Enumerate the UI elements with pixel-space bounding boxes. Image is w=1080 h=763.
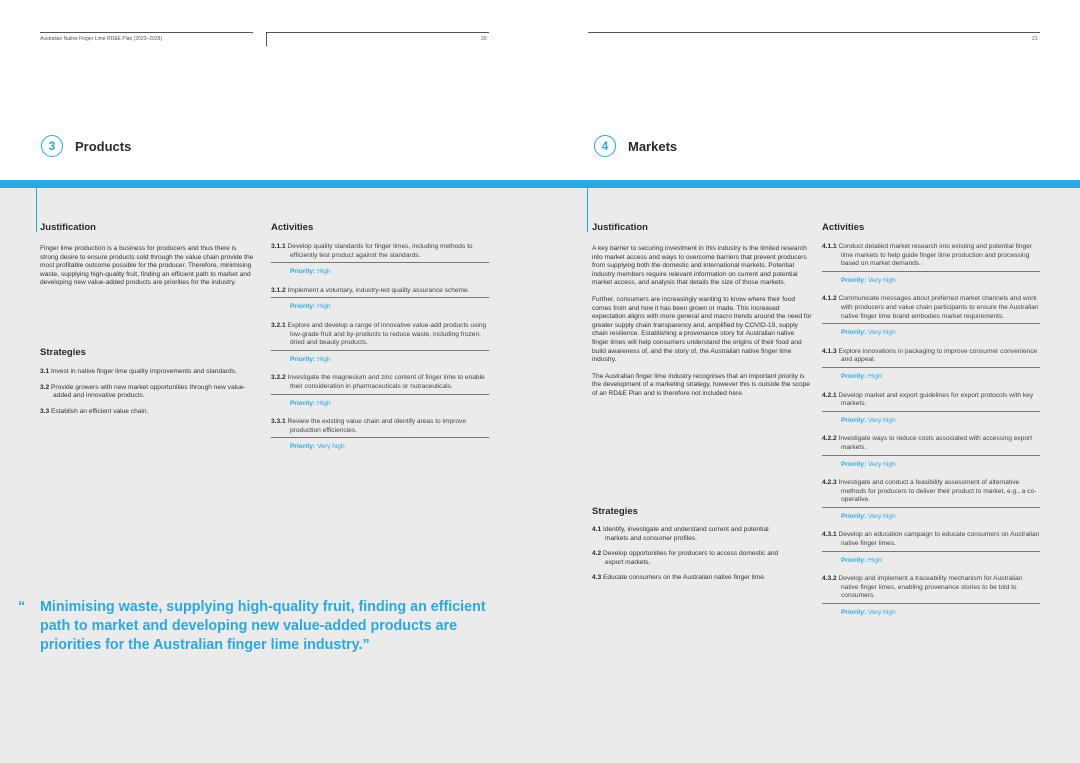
strategy-item: [40, 368, 262, 377]
activity-number: 3.2.2: [271, 374, 286, 382]
markets-activities-heading: Activities: [822, 222, 865, 233]
activity-number: 4.2.1: [822, 391, 837, 399]
activity-item: [822, 575, 1040, 604]
justification-paragraph: The Australian finger lime industry recognises that an important priority is the development of a marketing strategy, however this is outside the scope of an RD&E Plan and is therefore not included here.: [592, 372, 810, 397]
activity-item: [271, 374, 489, 394]
priority-label: Priority:: [841, 276, 867, 284]
strategy-item: [592, 574, 792, 583]
products-justification-text: Finger lime production is a business for producers and thus there is strong desire to ensure products sold through the value chain provide the most profitable outcome possible for the producer. Therefore, minimising waste, supplying high-quality fruit, finding an efficient path to market and developing new value-added products are priorities for the industry.: [40, 245, 254, 287]
header-tick: [266, 32, 267, 46]
priority-label: Priority:: [841, 609, 867, 617]
activity-number: 4.3.2: [822, 575, 837, 583]
activity-text: Conduct detailed market research into existing and potential finger lime markets to help guide finger lime production and processing based on market demands.: [838, 243, 1033, 268]
products-strategies-list: [40, 368, 262, 423]
accent-band: [0, 180, 1080, 188]
priority-tag: [822, 329, 1040, 338]
markets-number-badge: 4: [594, 135, 616, 157]
activity-text: Explore and develop a range of innovative value-add products using low-grade fruit and by-products to reduce waste, including frozen, dried and beauty products.: [287, 321, 487, 347]
markets-section-heading: [594, 135, 677, 157]
priority-tag: [822, 417, 1040, 426]
priority-tag: [822, 609, 1040, 618]
priority-value: High: [317, 355, 331, 363]
activity-item: [822, 479, 1040, 508]
activity-text: Investigate the magnesium and zinc content of finger lime to enable their consideration in pharmaceuticals or nutraceuticals.: [287, 374, 485, 390]
activity-item: [822, 348, 1040, 368]
activity-item: [271, 418, 489, 438]
activity-number: 4.3.1: [822, 531, 837, 539]
strategy-number: 4.3: [592, 574, 602, 582]
activity-text: Develop market and export guidelines for export protocols with key markets.: [838, 391, 1034, 408]
justification-paragraph: A key barrier to securing investment in this industry is the limited research into market access and ways to overcome barriers that prevent producers from supplying both the domestic and international markets. Potential industry members require relevant information on current and potential market access, and analysis that details the size of those markets.: [592, 245, 807, 287]
markets-justification-heading: Justification: [592, 222, 648, 233]
priority-tag: [822, 461, 1040, 470]
priority-label: Priority:: [841, 512, 867, 520]
activity-item: [822, 531, 1040, 551]
activity-text: Develop and implement a traceability mechanism for Australian native finger limes, enabling provenance stories to be told to consumers.: [838, 575, 1023, 600]
priority-value: High: [317, 268, 331, 276]
activity-item: [271, 322, 489, 351]
priority-label: Priority:: [841, 416, 867, 424]
page-number-right: 21: [1032, 36, 1038, 42]
markets-justification-text: [592, 245, 812, 407]
right-accent-line: [587, 188, 588, 232]
activity-item: [822, 392, 1040, 412]
quote-mark: “: [18, 599, 26, 615]
strategy-text: Identify, investigate and understand current and potential markets and consumer profiles.: [603, 526, 769, 542]
activity-number: 4.1.1: [822, 243, 837, 250]
pull-quote: [18, 598, 500, 655]
pull-quote-text: Minimising waste, supplying high-quality fruit, finding an efficient path to market and developing new value-added products are priorities for the Australian finger lime industry.”: [40, 599, 486, 653]
strategy-number: 3.2: [40, 383, 50, 391]
activity-number: 4.1.2: [822, 295, 837, 303]
priority-value: High: [868, 372, 882, 380]
activity-text: Investigate and conduct a feasibility assessment of alternative methods for producers to deliver their product to market, e.g., a co-operative.: [838, 479, 1037, 504]
products-strategies-heading: Strategies: [40, 347, 86, 358]
priority-label: Priority:: [841, 556, 867, 564]
strategy-item: [592, 526, 792, 543]
activity-item: [271, 287, 489, 299]
priority-value: Very high: [868, 460, 896, 468]
activity-number: 3.3.1: [271, 418, 286, 426]
priority-label: Priority:: [841, 372, 867, 380]
markets-activities-list: [822, 243, 1040, 628]
products-justification-heading: Justification: [40, 222, 96, 233]
products-number-badge: 3: [41, 135, 63, 157]
strategy-item: [592, 550, 792, 567]
markets-title: Markets: [628, 138, 678, 154]
priority-tag: [822, 277, 1040, 286]
priority-value: High: [868, 556, 882, 564]
activity-number: 3.2.1: [271, 321, 286, 329]
strategy-text: Educate consumers on the Australian native finger lime.: [603, 574, 766, 582]
priority-tag: [822, 513, 1040, 522]
activity-text: Implement a voluntary, industry-led quality assurance scheme.: [287, 286, 470, 294]
priority-value: High: [317, 399, 331, 407]
strategy-number: 4.2: [592, 550, 602, 558]
strategy-item: [40, 408, 262, 417]
document-title: Australian Native Finger Lime RD&E Plan (2023–2028): [40, 36, 163, 42]
priority-value: Very high: [868, 512, 896, 520]
priority-label: Priority:: [290, 303, 316, 311]
priority-tag: [271, 356, 489, 365]
priority-value: Very high: [868, 329, 896, 337]
strategy-text: Invest in native finger lime quality improvements and standards.: [51, 368, 237, 375]
products-title: Products: [75, 138, 132, 154]
products-activities-heading: Activities: [271, 222, 314, 233]
priority-tag: [271, 400, 489, 409]
strategy-text: Provide growers with new market opportunities through new value-added and innovative products.: [51, 383, 246, 400]
activity-text: Investigate ways to reduce costs associated with accessing export markets.: [838, 435, 1033, 451]
strategy-text: Develop opportunities for producers to access domestic and export markets.: [603, 550, 779, 566]
priority-value: Very high: [868, 609, 896, 617]
page-number-left: 20: [481, 36, 487, 42]
priority-tag: [822, 557, 1040, 566]
products-activities-list: [271, 243, 489, 462]
strategy-number: 3.1: [40, 368, 50, 375]
priority-label: Priority:: [841, 329, 867, 337]
header-rule-center: [266, 32, 489, 33]
activity-item: [822, 295, 1040, 324]
priority-label: Priority:: [841, 460, 867, 468]
priority-label: Priority:: [290, 399, 316, 407]
activity-text: Communicate messages about preferred market channels and work with producers and value chain participants to ensure the Australian native finger lime brand embodies market requirements.: [838, 295, 1039, 320]
priority-value: Very high: [868, 276, 896, 284]
strategy-number: 3.3: [40, 407, 50, 415]
activity-number: 4.2.2: [822, 435, 837, 443]
strategy-item: [40, 384, 262, 401]
justification-paragraph: Further, consumers are increasingly wanting to know where their food comes from and how it has been grown or made. This increased expectation aligns with more general and macro trends around the need for greater supply chain transparency and, amplified by COVID-19, supply chain resilience. Establishing a provenance story for Australian native finger limes will help consumers understand the origins of their food and build awareness of, and the story of, the Australian native finger lime industry.: [592, 295, 812, 364]
activity-item: [271, 243, 489, 263]
products-section-heading: [41, 135, 131, 157]
priority-tag: [822, 373, 1040, 382]
priority-label: Priority:: [290, 443, 316, 451]
markets-strategies-list: [592, 526, 792, 590]
header-rule-right: [588, 32, 1040, 33]
activity-number: 3.1.1: [271, 243, 286, 250]
priority-value: Very high: [868, 416, 896, 424]
activity-number: 3.1.2: [271, 286, 286, 294]
left-accent-line: [36, 188, 37, 232]
priority-label: Priority:: [290, 268, 316, 276]
priority-label: Priority:: [290, 355, 316, 363]
priority-tag: [271, 303, 489, 312]
priority-value: High: [317, 303, 331, 311]
strategy-number: 4.1: [592, 526, 602, 533]
priority-tag: [271, 443, 489, 452]
activity-number: 4.2.3: [822, 479, 837, 487]
activity-number: 4.1.3: [822, 347, 837, 355]
header-rule-left: [40, 32, 253, 33]
activity-text: Develop quality standards for finger limes, including methods to efficiently test product against the standards.: [287, 243, 473, 259]
activity-text: Develop an education campaign to educate consumers on Australian native finger limes.: [838, 531, 1040, 548]
priority-tag: [271, 268, 489, 277]
strategy-text: Establish an efficient value chain.: [51, 407, 149, 415]
activity-item: [822, 243, 1040, 272]
markets-strategies-heading: Strategies: [592, 506, 638, 517]
activity-item: [822, 435, 1040, 455]
activity-text: Review the existing value chain and identify areas to improve production efficiencies.: [287, 418, 467, 434]
activity-text: Explore innovations in packaging to improve consumer convenience and appeal.: [838, 347, 1038, 364]
priority-value: Very high: [317, 443, 345, 451]
